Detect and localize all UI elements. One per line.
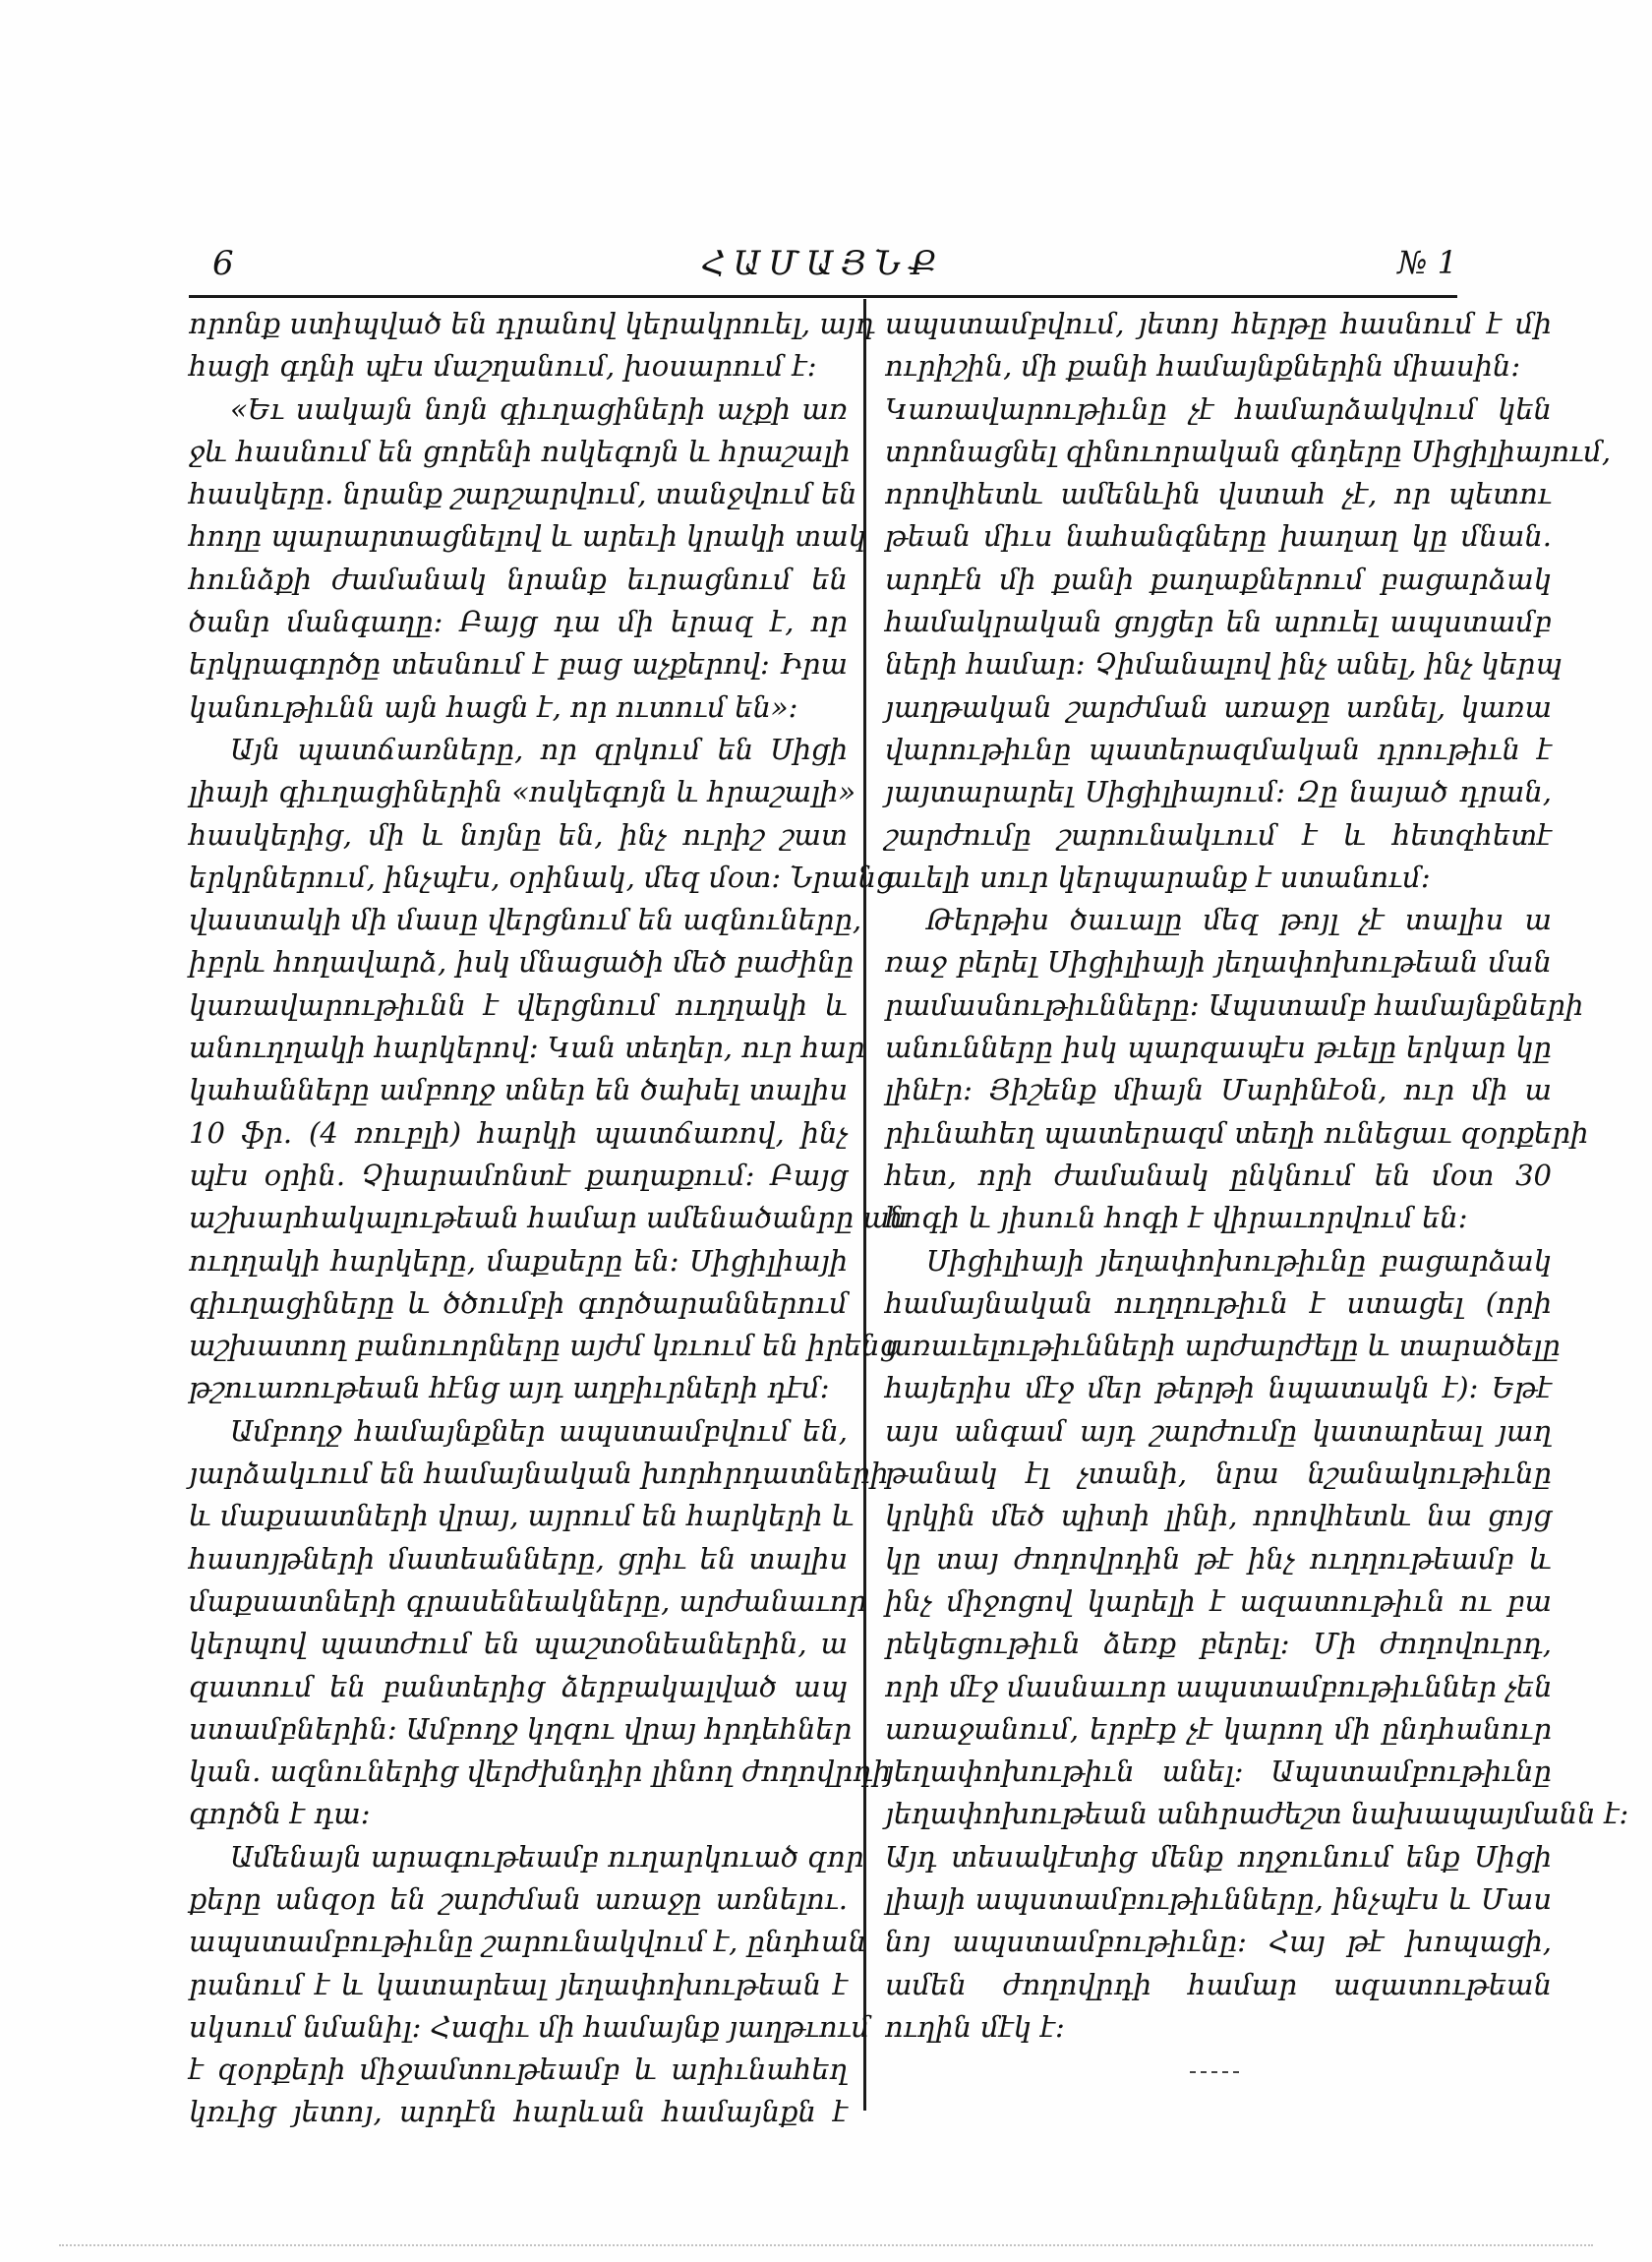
text-line: Այդ տեսակէտից մենք ողջունում ենք Սիցի [885,1839,1552,1874]
text-line: առաւելութիւնների արժարժելը և տարածելը [885,1329,1561,1363]
issue-number: № 1 [1397,244,1457,281]
text-line: որոնք ստիպված են դրանով կերակրուել, այդ [189,307,875,340]
text-line: ծանր մանգաղը: Բայց դա մի երազ է, որ [189,605,848,639]
text-line: «Եւ սակայն նոյն գիւղացիների աչքի առ [230,391,848,426]
text-line: մաքսատների գրասենեակները, արժանաւոր [189,1583,867,1618]
text-line: որովհետև ամենևին վստահ չէ, որ պետու [885,477,1552,511]
text-line: աշխարհակալութեան համար ամենածանրը ան [189,1201,909,1235]
header-rule [189,295,1457,298]
text-line: աշխատող բանուորները այժմ կռւում են իրենց [189,1329,899,1363]
text-line: գիւղացիները և ծծումբի գործարաններում [189,1285,848,1320]
text-line: գործն է դա: [189,1797,371,1831]
text-line: պէս օրին. Չիարամոնտէ քաղաքում: Բայց [189,1158,848,1192]
text-line: ջև հասնում են ցորենի ոսկեգոյն և հրաշալի [189,434,851,468]
text-line: կերպով պատժում են պաշտօնեաներին, ա [189,1627,848,1661]
text-line: առաջանում, երբէք չէ կարող մի ընդհանուր [885,1711,1552,1746]
text-line: իբրև հողավարձ, իսկ մնացածի մեծ բաժինը [189,945,855,980]
text-line: հասոյթների մատեանները, ցրիւ են տալիս [189,1541,848,1576]
text-line: հունձքի ժամանակ նրանք եւրացնում են [189,562,848,596]
text-line: ապստամբութիւնը շարունակվում է, ընդհան [189,1925,867,1959]
text-line: ների համար: Չիմանալով ինչ անել, ինչ կերպ [885,647,1563,682]
text-line: լիայի ապստամբութիւնները, ինչպէս և Մաս [885,1881,1552,1916]
text-line: աւելի սուր կերպարանք է ստանում: [885,860,1431,894]
text-line: ստամբներին: Ամբողջ կղզու վրայ հրդեհներ [189,1711,853,1746]
text-line: Ամենայն արագութեամբ ուղարկուած զոր [230,1839,864,1874]
text-line: թանակ էլ չտանի, նրա նշանակութիւնը [885,1457,1552,1491]
text-line: յաղթական շարժման առաջը առնել, կառա [885,689,1552,724]
text-line: 10 ֆր. (4 ռուբլի) հարկի պատճառով, ինչ [189,1115,848,1150]
page-header [189,244,1457,293]
text-line: յեղափոխութիւն անել: Ապստամբութիւնը [885,1755,1552,1789]
text-line: երկրագործը տեսնում է բաց աչքերով: Իրա [189,647,848,682]
text-line: հոգի և յիսուն հոգի է վիրաւորվում են: [885,1201,1468,1235]
text-line: վարութիւնը պատերազմական դրութիւն է [885,732,1552,766]
text-line: լիայի գիւղացիներին «ոսկեգոյն և հրաշալի» [189,775,856,809]
text-line: տրոնացնել զինուորական գնդերը Սիցիլիայում, [885,434,1612,468]
text-line: ուղղակի հարկերը, մաքսերը են: Սիցիլիայի [189,1243,848,1278]
text-line: նոյ ապստամբութիւնը: Հայ թէ խոպացի, [885,1925,1552,1959]
text-line: րեկեցութիւն ձեռք բերել: Մի ժողովուրդ, [885,1627,1552,1661]
text-line: կառավարութիւնն է վերցնում ուղղակի և [189,987,848,1022]
text-line: Ամբողջ համայնքներ ապստամբվում են, [230,1413,848,1448]
text-line: րիւնահեղ պատերազմ տեղի ունեցաւ զօրքերի [885,1115,1589,1150]
journal-title: ՀԱՄԱՅՆՔ [701,244,945,283]
right-column [885,303,1629,2049]
text-line: որի մէջ մասնաւոր ապստամբութիւններ չեն [885,1669,1553,1703]
text-line: կրկին մեծ պիտի լինի, որովհետև նա ցոյց [885,1499,1552,1533]
text-line: Սիցիլիայի յեղափոխութիւնը բացարձակ [926,1243,1552,1278]
text-line: հետ, որի ժամանակ ընկնում են մօտ 30 [885,1158,1552,1192]
text-line: թեան միւս նահանգները խաղաղ կը մնան. [885,519,1552,554]
text-line: կը տայ ժողովրդին թէ ինչ ուղղութեամբ և [885,1541,1552,1576]
text-line: Կառավարութիւնը չէ համարձակվում կեն [885,391,1552,426]
text-line: թշուառութեան հէնց այդ աղբիւրների դէմ: [189,1371,830,1405]
text-line: Թերթիս ծաւալը մեզ թոյլ չէ տալիս ա [926,903,1552,937]
text-line: հացի գդնի պէս մաշղանում, խօսարում է: [189,349,817,384]
text-line: ուղին մէկ է: [885,2009,1065,2044]
text-line: հողը պարարտացնելով և արեւի կրակի տակ [189,519,866,554]
text-line: է զօրքերի միջամտութեամբ և արիւնահեղ [189,2053,848,2087]
text-line: անունները իսկ պարզապէս թւելը երկար կը [885,1031,1552,1065]
end-mark [1190,2071,1239,2073]
text-line: զատում են բանտերից ձերբակալված ապ [189,1669,848,1703]
text-line: րանում է և կատարեալ յեղափոխութեան է [189,1967,848,2001]
text-line: ամեն ժողովրդի համար ազատութեան [885,1967,1552,2001]
text-line: ինչ միջոցով կարելի է ազատութիւն ու բա [885,1583,1552,1618]
text-line: քերը անզօր են շարժման առաջը առնելու. [189,1881,848,1916]
text-line: վաստակի մի մասը վերցնում են ազնուները, [189,903,862,937]
text-line: յայտարարել Սիցիլիայում: Զը նայած դրան, [885,775,1552,809]
text-line: հասկերը. նրանք շարշարվում, տանջվում են [189,477,857,511]
text-line: կան. ազնուներից վերժխնդիր լինող ժողովրդի [189,1755,891,1789]
text-line: այս անգամ այդ շարժումը կատարեալ յաղ [885,1413,1552,1448]
text-line: արդէն մի քանի քաղաքներում բացարձակ [885,562,1552,596]
text-line: և մաքսատների վրայ, այրում են հարկերի և [189,1499,855,1533]
text-line: համակրական ցոյցեր են արուել ապստամբ [885,605,1552,639]
text-line: երկրներում, ինչպէս, օրինակ, մեզ մօտ: Նրանց [189,860,895,894]
text-line: շարժումը շարունակւում է և հետզհետէ [885,817,1552,852]
text-line: կանութիւնն այն հացն է, որ ուտում են»: [189,689,798,724]
text-line: անուղղակի հարկերով: Կան տեղեր, ուր հար [189,1031,865,1065]
text-line: յեղափոխութեան անհրաժեշտ նախապայմանն է: [885,1797,1629,1831]
text-line: ապստամբվում, յետոյ հերթը հասնում է մի [885,307,1552,340]
left-column [189,303,909,2134]
scan-edge [59,2244,1593,2246]
text-line: յարձակւում են համայնական խորհրդատների [189,1457,889,1491]
text-line: րամասնութիւնները: Ապստամբ համայնքների [885,987,1584,1022]
text-line: սկսում նմանիլ: Հազիւ մի համայնք յաղթւում [189,2009,870,2044]
text-line: լինէր: Յիշենք միայն Մարինէօն, ուր մի ա [885,1073,1552,1107]
text-line: կռւից յետոյ, արդէն հարևան համայնքն է [189,2095,848,2129]
text-line: համայնական ուղղութիւն է ստացել (որի [885,1285,1552,1320]
text-line: կահանները ամբողջ տներ են ծախել տալիս [189,1073,848,1107]
page-number: 6 [212,244,234,283]
text-line: հասկերից, մի և նոյնը են, ինչ ուրիշ շատ [189,817,848,852]
text-line: ուրիշին, մի քանի համայնքներին միասին: [885,349,1521,384]
text-line: Այն պատճառները, որ զրկում են Սիցի [230,732,848,766]
text-line: հայերիս մէջ մեր թերթի նպատակն է): Եթէ [885,1371,1552,1405]
text-line: ռաջ բերել Սիցիլիայի յեղափոխութեան ման [885,945,1552,980]
